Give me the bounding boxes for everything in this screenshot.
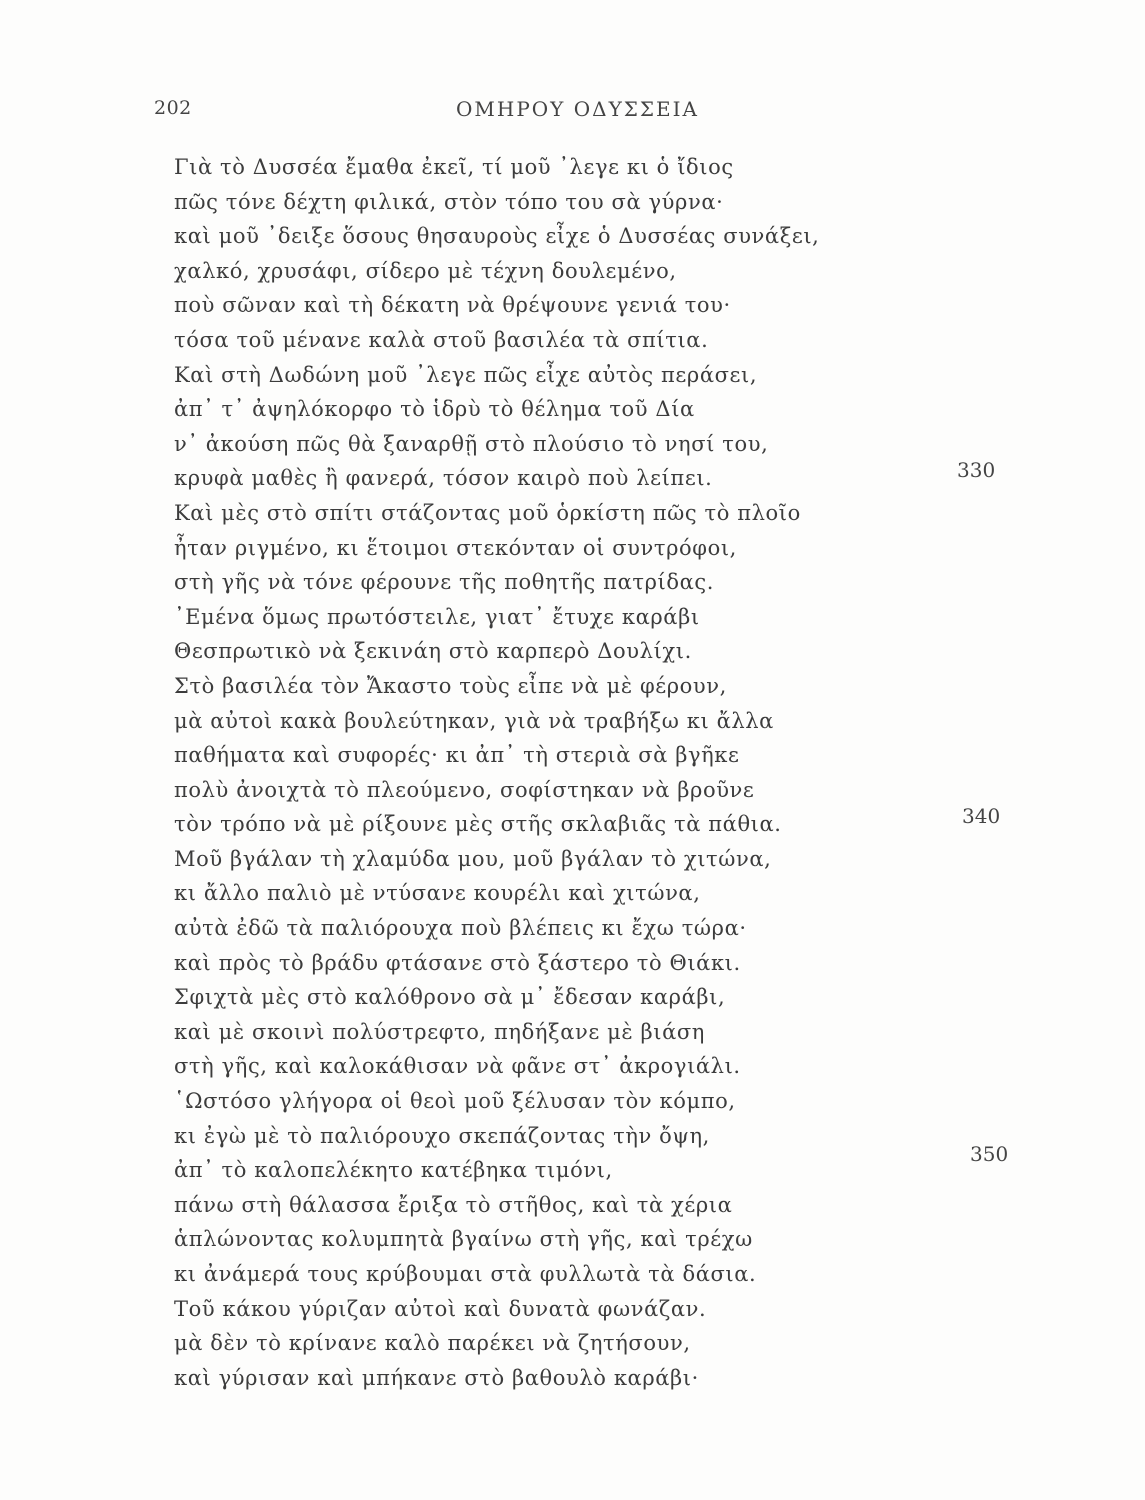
verse-line: Καὶ στὴ Δωδώνη μοῦ ᾿λεγε πῶς εἶχε αὐτὸς περάσει,: [174, 362, 758, 387]
page-number: 202: [154, 97, 192, 119]
running-title: ΟΜΗΡΟΥ ΟΔΥΣΣΕΙΑ: [456, 97, 699, 121]
verse-line: Θεσπρωτικὸ νὰ ξεκινάη στὸ καρπερὸ Δουλίχι.: [174, 639, 692, 664]
verse-line: μὰ αὐτοὶ κακὰ βουλεύτηκαν, γιὰ νὰ τραβήξω κι ἄλλα: [174, 708, 774, 733]
page-header: [150, 97, 800, 129]
line-number-340: 340: [962, 804, 1001, 828]
verse-line: κι ἄλλο παλιὸ μὲ ντύσανε κουρέλι καὶ χιτώνα,: [174, 881, 701, 906]
verse-line: ἀπ᾿ τὸ καλοπελέκητο κατέβηκα τιμόνι,: [174, 1158, 613, 1183]
verse-line: χαλκό, χρυσάφι, σίδερο μὲ τέχνη δουλεμένο,: [174, 258, 677, 283]
verse-line: κρυφὰ μαθὲς ἢ φανερά, τόσον καιρὸ ποὺ λείπει.: [174, 466, 713, 491]
verse-line: Τοῦ κάκου γύριζαν αὐτοὶ καὶ δυνατὰ φωνάζαν.: [174, 1296, 707, 1321]
verse-line: πῶς τόνε δέχτη φιλικά, στὸν τόπο του σὰ γύρνα·: [174, 189, 724, 214]
verse-line: Στὸ βασιλέα τὸν Ἄκαστο τοὺς εἶπε νὰ μὲ φέρουν,: [174, 673, 727, 698]
verse-line: καὶ πρὸς τὸ βράδυ φτάσανε στὸ ξάστερο τὸ Θιάκι.: [174, 950, 741, 975]
verse-line: ποὺ σῶναν καὶ τὴ δέκατη νὰ θρέψουνε γενιά του·: [174, 293, 731, 318]
verse-line: Γιὰ τὸ Δυσσέα ἔμαθα ἐκεῖ, τί μοῦ ᾿λεγε κι ὁ ἴδιος: [174, 155, 734, 179]
verse-line: κι ἐγὼ μὲ τὸ παλιόρουχο σκεπάζοντας τὴν ὄψη,: [174, 1123, 710, 1148]
verse-line: καὶ γύρισαν καὶ μπήκανε στὸ βαθουλὸ καράβι·: [174, 1365, 699, 1390]
verse-line: στὴ γῆς νὰ τόνε φέρουνε τῆς ποθητῆς πατρίδας.: [174, 570, 715, 595]
line-number-350: 350: [970, 1142, 1009, 1166]
verse-line: Μοῦ βγάλαν τὴ χλαμύδα μου, μοῦ βγάλαν τὸ χιτώνα,: [174, 846, 772, 871]
verse-line: πολὺ ἀνοιχτὰ τὸ πλεούμενο, σοφίστηκαν νὰ βροῦνε: [174, 777, 755, 802]
verse-line: ἁπλώνοντας κολυμπητὰ βγαίνω στὴ γῆς, καὶ τρέχω: [174, 1227, 753, 1252]
line-number-330: 330: [957, 458, 996, 482]
verse-line: παθήματα καὶ συφορές· κι ἀπ᾿ τὴ στεριὰ σὰ βγῆκε: [174, 743, 740, 768]
verse-line: ἀπ᾿ τ᾿ ἀψηλόκορφο τὸ ἱδρὺ τὸ θέλημα τοῦ Δία: [174, 397, 695, 422]
verse-line: Καὶ μὲς στὸ σπίτι στάζοντας μοῦ ὁρκίστη πῶς τὸ πλοῖο: [174, 500, 801, 525]
verse-line: μὰ δὲν τὸ κρίνανε καλὸ παρέκει νὰ ζητήσουν,: [174, 1331, 691, 1356]
verse-line: καὶ μὲ σκοινὶ πολύστρεφτο, πηδήξανε μὲ βιάση: [174, 1019, 705, 1044]
verse-line: στὴ γῆς, καὶ καλοκάθισαν νὰ φᾶνε στ᾿ ἀκρογιάλι.: [174, 1054, 741, 1079]
verse-line: Σφιχτὰ μὲς στὸ καλόθρονο σὰ μ᾿ ἔδεσαν καράβι,: [174, 985, 726, 1010]
verse-line: τόσα τοῦ μένανε καλὰ στοῦ βασιλέα τὰ σπίτια.: [174, 327, 709, 352]
verse-block: [174, 150, 874, 1395]
verse-line: τὸν τρόπο νὰ μὲ ρίξουνε μὲς στῆς σκλαβιᾶς τὰ πάθια.: [174, 812, 782, 837]
verse-line: ἦταν ριγμένο, κι ἕτοιμοι στεκόνταν οἱ συντρόφοι,: [174, 535, 737, 560]
verse-line: αὐτὰ ἐδῶ τὰ παλιόρουχα ποὺ βλέπεις κι ἔχω τώρα·: [174, 916, 747, 941]
line-number-margin: [950, 0, 1050, 1500]
verse-line: κι ἀνάμερά τους κρύβουμαι στὰ φυλλωτὰ τὰ δάσια.: [174, 1262, 757, 1286]
verse-line: πάνω στὴ θάλασσα ἔριξα τὸ στῆθος, καὶ τὰ χέρια: [174, 1192, 733, 1217]
verse-line: ν᾿ ἀκούση πῶς θὰ ξαναρθῇ στὸ πλούσιο τὸ νησί του,: [174, 431, 769, 456]
verse-line: καὶ μοῦ ᾿δειξε ὅσους θησαυροὺς εἶχε ὁ Δυσσέας συνάξει,: [174, 224, 820, 249]
verse-line: ᾿Εμένα ὅμως πρωτόστειλε, γιατ᾿ ἔτυχε καράβι: [174, 604, 700, 629]
verse-line: ῾Ωστόσο γλήγορα οἱ θεοὶ μοῦ ξέλυσαν τὸν κόμπο,: [174, 1089, 736, 1114]
